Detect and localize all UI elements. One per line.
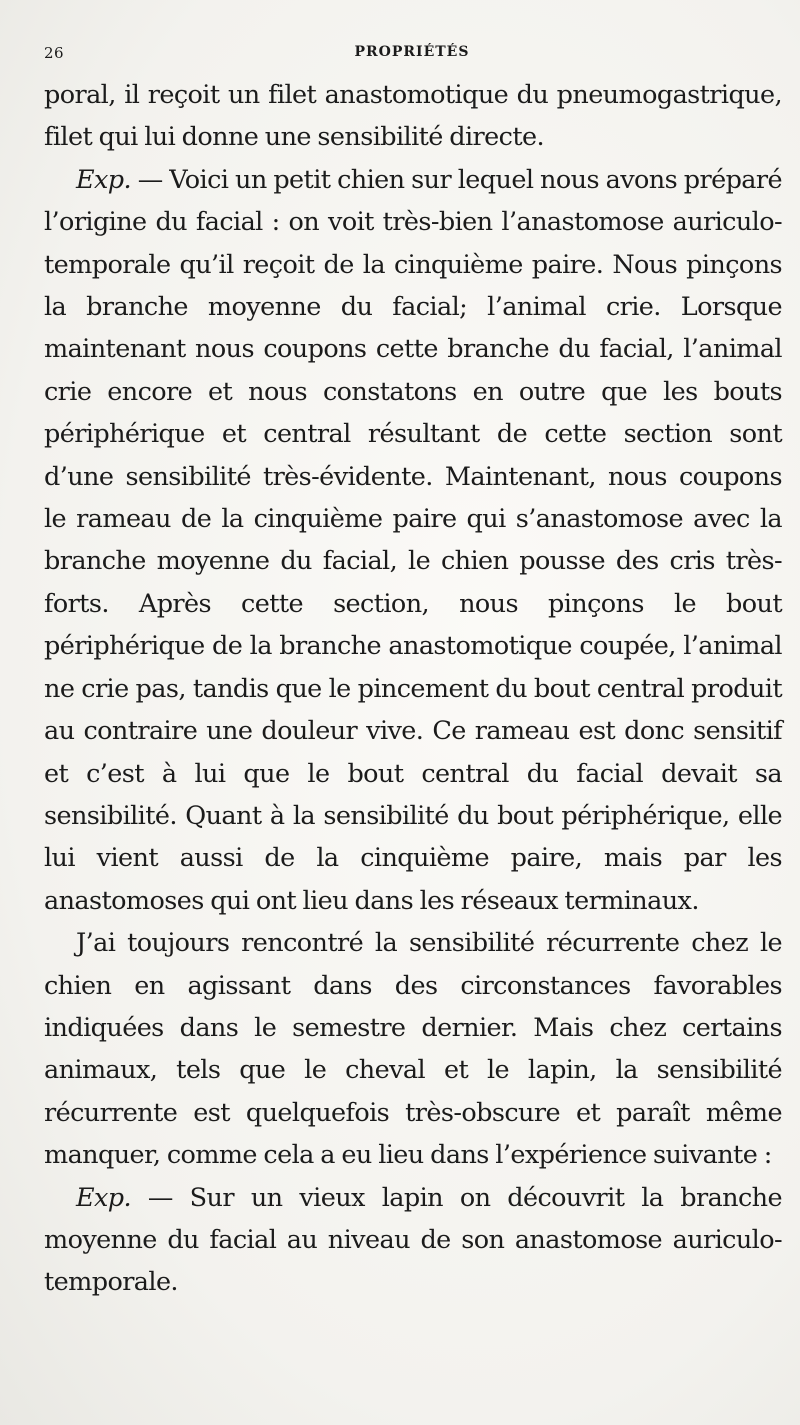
paragraph-text: — Voici un petit chien sur lequel nous avons préparé l’origine du facial : on voit très-bien l’anastomose auriculo-temporale qu’il reçoit de la cinquième paire. Nous pinçons la branche moyenne du facial; l’animal crie. Lorsque maintenant nous coupons cette branche du facial, l’animal crie encore et nous constatons en outre que les bouts périphérique et central résultant de cette section sont d’une sensibilité très-évidente. Maintenant, nous coupons le rameau de la cinquième paire qui s’anastomose avec la branche moyenne du facial, le chien pousse des cris très-forts. Après cette section, nous pinçons le bout périphérique de la branche anastomotique coupée, l’animal ne crie pas, tandis que le pincement du bout central produit au contraire une douleur vive. Ce rameau est donc sensitif et c’est à lui que le bout central du facial devait sa sensibilité. Quant à la sensibilité du bout périphérique, elle lui vient aussi de la cinquième paire, mais par les anastomoses qui ont lieu dans les réseaux terminaux. <box>44 164 782 916</box>
body-text <box>44 74 782 1304</box>
paragraph-experiment-2 <box>44 1177 782 1304</box>
page-header <box>44 44 780 66</box>
experiment-label: Exp. <box>76 164 132 195</box>
experiment-label: Exp. <box>76 1182 132 1213</box>
page-number: 26 <box>44 44 65 62</box>
paragraph-text: poral, il reçoit un filet anastomotique du pneumogastrique, filet qui lui donne une sensibilité directe. <box>44 80 782 153</box>
paragraph-text: J’ai toujours rencontré la sensibilité récurrente chez le chien en agissant dans des circonstances favorables indiquées dans le semestre dernier. Mais chez certains animaux, tels que le cheval et le lapin, la sensibilité récurrente est quelquefois très-obscure et paraît même manquer, comme cela a eu lieu dans l’expérience suivante : <box>44 928 782 1171</box>
paragraph-text: — Sur un vieux lapin on découvrit la branche moyenne du facial au niveau de son anastomose auriculo-temporale. <box>44 1182 782 1298</box>
running-title: PROPRIÉTÉS <box>354 44 470 60</box>
paragraph-continuation <box>44 74 782 159</box>
paragraph-experiment-1 <box>44 159 782 922</box>
paragraph-recurrent-sensibility <box>44 922 782 1176</box>
